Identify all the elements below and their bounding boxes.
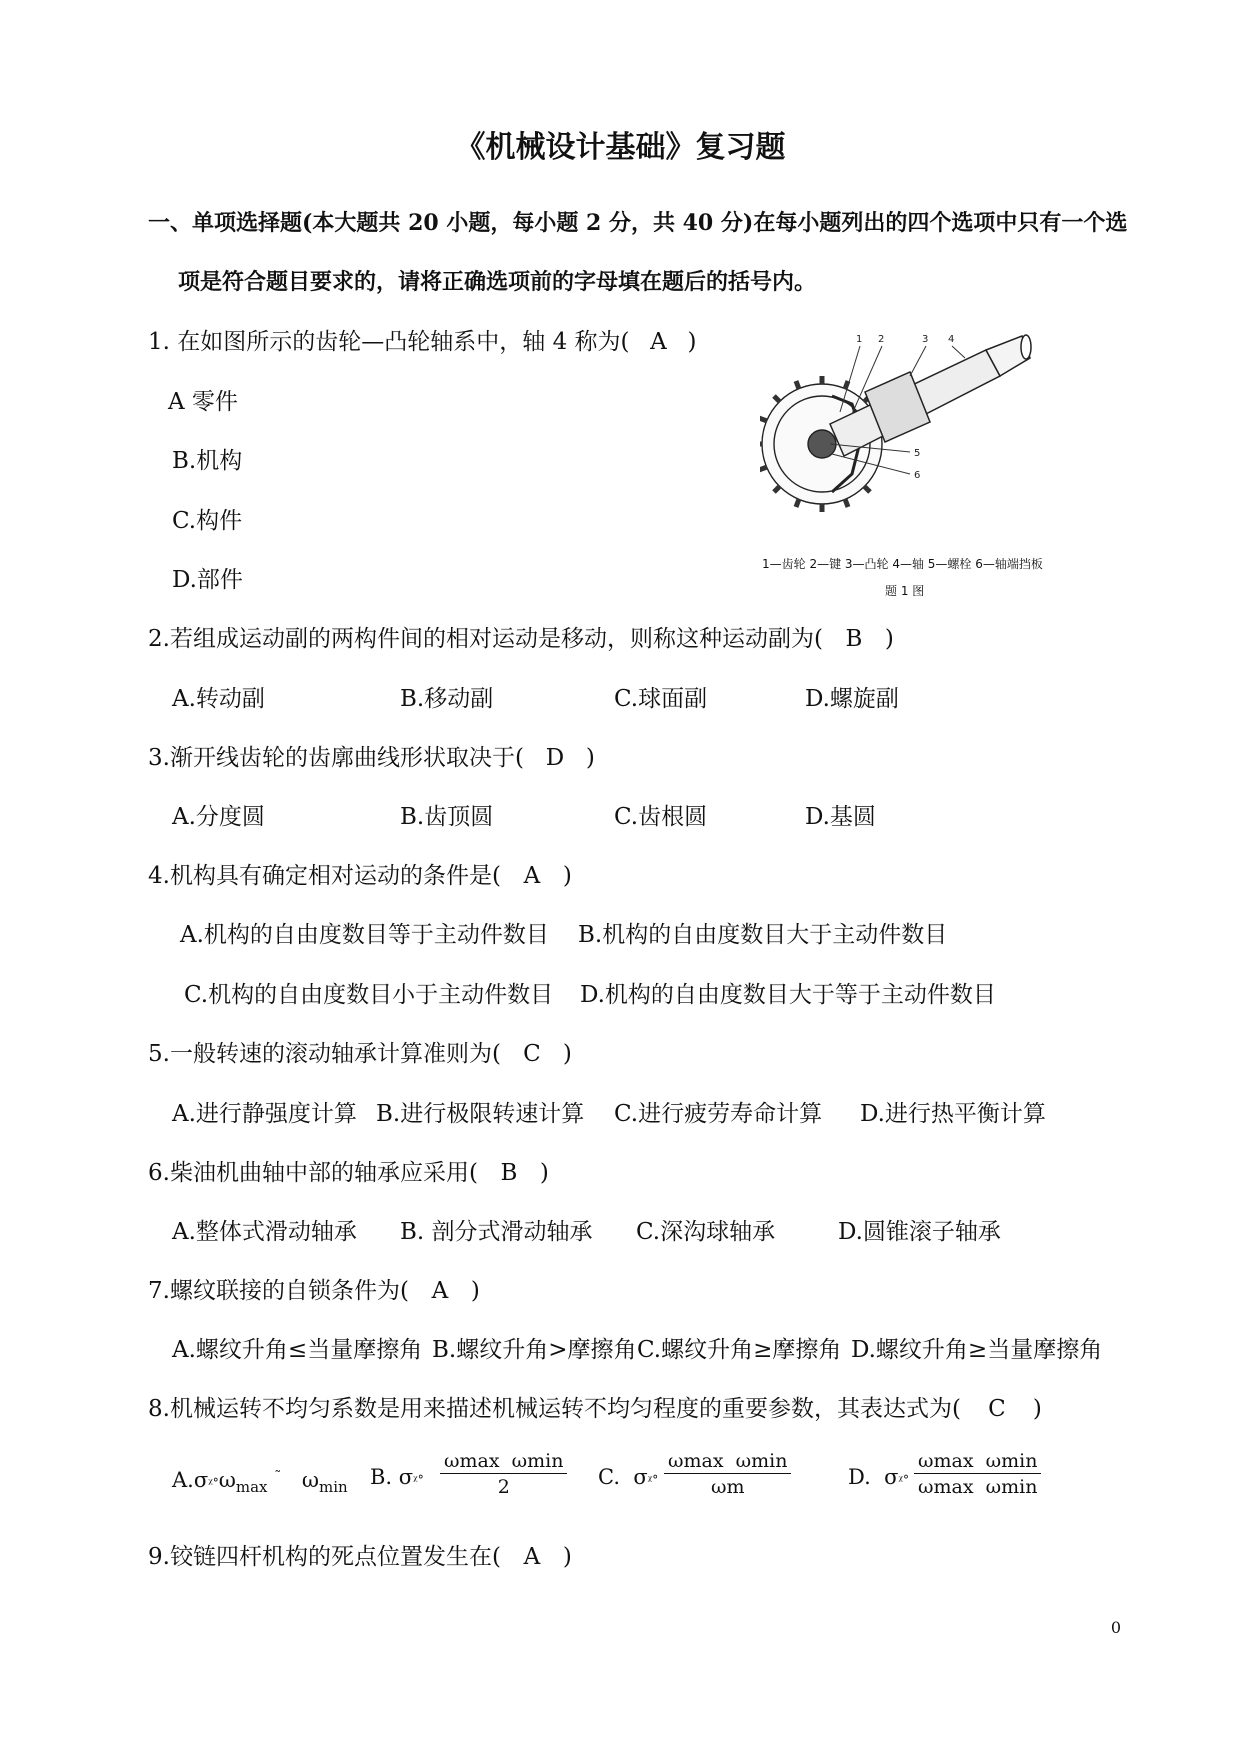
option-d: D.进行热平衡计算: [860, 1101, 1046, 1127]
question-text: 6.柴油机曲轴中部的轴承应采用(: [148, 1160, 478, 1186]
option-d: D.机构的自由度数目大于等于主动件数目: [580, 982, 996, 1008]
formula-d-fraction: ωmax ωmin ωmax ωmin: [914, 1449, 1041, 1500]
option-d: D.螺纹升角≥当量摩擦角: [851, 1337, 1103, 1363]
option-b: B. 剖分式滑动轴承: [400, 1219, 593, 1245]
question-text: 5.一般转速的滚动轴承计算准则为(: [148, 1041, 501, 1067]
option-b: B.齿顶圆: [400, 804, 494, 830]
answer: A: [431, 1278, 449, 1304]
option-b: B.移动副: [400, 686, 494, 712]
formula-a: $A.\sigma ᵡ^\circ\omega_{max}$ ˜ $\omega_{min}$: [172, 1468, 348, 1496]
question-2: 2.若组成运动副的两构件间的相对运动是移动，则称这种运动副为( B ): [148, 626, 894, 652]
figure-label-6: 6: [914, 470, 921, 481]
option-d: D.部件: [172, 567, 243, 593]
figure-label-5: 5: [914, 448, 921, 459]
option-a: A.分度圆: [172, 804, 265, 830]
page-number: 0: [1110, 1618, 1121, 1637]
option-c: C.齿根圆: [614, 804, 708, 830]
section-heading-line2: 项是符合题目要求的，请将正确选项前的字母填在题后的括号内。: [178, 269, 817, 295]
question-5: 5.一般转速的滚动轴承计算准则为( C ): [148, 1041, 572, 1067]
answer: B: [500, 1160, 518, 1186]
answer: C: [988, 1396, 1006, 1422]
option-a: A.整体式滑动轴承: [172, 1219, 357, 1245]
option-d: D.圆锥滚子轴承: [838, 1219, 1001, 1245]
answer: C: [523, 1041, 541, 1067]
option-b: B.螺纹升角>摩擦角: [432, 1337, 637, 1363]
question-6: 6.柴油机曲轴中部的轴承应采用( B ): [148, 1160, 549, 1186]
question-8: 8.机械运转不均匀系数是用来描述机械运转不均匀程度的重要参数，其表达式为( C ): [148, 1396, 1042, 1422]
option-b: B.机构的自由度数目大于主动件数目: [578, 922, 948, 948]
question-text: 9.铰链四杆机构的死点位置发生在(: [148, 1544, 501, 1570]
option-a: A.螺纹升角≤当量摩擦角: [172, 1337, 423, 1363]
option-c: C.深沟球轴承: [636, 1219, 776, 1245]
answer: A: [523, 1544, 541, 1570]
answer: A: [650, 329, 667, 355]
figure-label-4: 4: [948, 334, 955, 345]
section-heading-line1: 一、单项选择题(本大题共 20 小题，每小题 2 分，共 40 分)在每小题列出的四个选项中只有一个选: [148, 210, 1128, 236]
option-c: C.螺纹升角≥摩擦角: [637, 1337, 842, 1363]
question-7: 7.螺纹联接的自锁条件为( A ): [148, 1278, 480, 1304]
figure-legend: 1—齿轮 2—键 3—凸轮 4—轴 5—螺栓 6—轴端挡板: [762, 557, 1043, 571]
option-a: A.机构的自由度数目等于主动件数目: [180, 922, 549, 948]
question-3: 3.渐开线齿轮的齿廓曲线形状取决于( D ): [148, 745, 595, 771]
option-d: D.基圆: [805, 804, 876, 830]
question-text: 4.机构具有确定相对运动的条件是(: [148, 863, 501, 889]
option-a: A.转动副: [172, 686, 265, 712]
page-title: 《机械设计基础》复习题: [455, 130, 786, 165]
formula-c-label: C. σᵡ°: [598, 1465, 659, 1489]
option-c: C.进行疲劳寿命计算: [614, 1101, 823, 1127]
figure-caption: 题 1 图: [885, 584, 925, 598]
question-9: 9.铰链四杆机构的死点位置发生在( A ): [148, 1544, 572, 1570]
formula-b-fraction: ωmax ωmin 2: [440, 1449, 567, 1500]
formula-b-label: B. σᵡ°: [370, 1465, 424, 1489]
question-text: 2.若组成运动副的两构件间的相对运动是移动，则称这种运动副为(: [148, 626, 823, 652]
question-1: 1. 在如图所示的齿轮—凸轮轴系中，轴 4 称为( A ): [148, 329, 697, 355]
option-c: C.机构的自由度数目小于主动件数目: [184, 982, 554, 1008]
option-c: C.球面副: [614, 686, 708, 712]
formula-c-fraction: ωmax ωmin ωm: [664, 1449, 791, 1500]
answer: D: [545, 745, 565, 771]
answer: A: [523, 863, 541, 889]
question-text: 3.渐开线齿轮的齿廓曲线形状取决于(: [148, 745, 524, 771]
formula-d-label: D. σᵡ°: [848, 1465, 910, 1489]
option-d: D.螺旋副: [805, 686, 899, 712]
option-b: B.机构: [172, 448, 243, 474]
figure-label-1: 1: [856, 334, 863, 345]
answer: B: [845, 626, 863, 652]
figure-label-2: 2: [878, 334, 885, 345]
question-text: 1. 在如图所示的齿轮—凸轮轴系中，轴 4 称为(: [148, 329, 630, 355]
option-a: A.进行静强度计算: [172, 1101, 357, 1127]
question-text: 8.机械运转不均匀系数是用来描述机械运转不均匀程度的重要参数，其表达式为(: [148, 1396, 961, 1422]
option-a: A 零件: [168, 389, 238, 415]
option-b: B.进行极限转速计算: [376, 1101, 585, 1127]
question-4: 4.机构具有确定相对运动的条件是( A ): [148, 863, 572, 889]
question-text: 7.螺纹联接的自锁条件为(: [148, 1278, 409, 1304]
option-c: C.构件: [172, 508, 243, 534]
figure-label-3: 3: [922, 334, 929, 345]
